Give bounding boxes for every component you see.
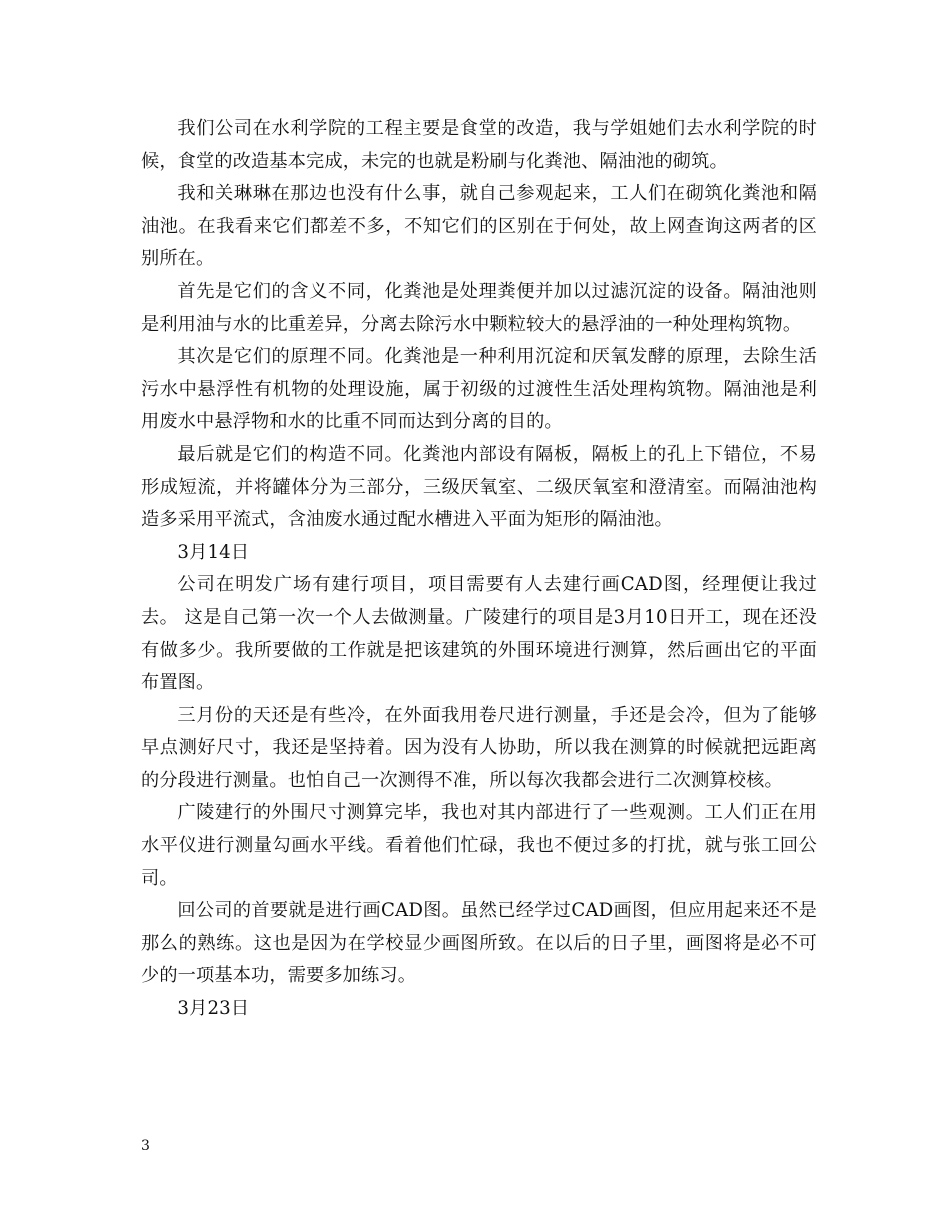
date-heading-march-14: 3月14日 <box>177 541 250 563</box>
date-heading-march-23: 3月23日 <box>177 998 250 1020</box>
paragraph-cafeteria-renovation: 我们公司在水利学院的工程主要是食堂的改造，我与学姐她们去水利学院的时候，食堂的改造基本完成，未完的也就是粉刷与化粪池、隔油池的砌筑。 <box>141 118 817 172</box>
paragraph-cad-drawing: 回公司的首要就是进行画CAD图。虽然已经学过CAD画图，但应用起来还不是那么的熟练。这也是因为在学校显少画图所致。在以后的日子里，画图将是必不可少的一项基本功，需要多加练习。 <box>141 900 817 987</box>
paragraph-septic-oil-tanks: 我和关琳琳在那边也没有什么事，就自己参观起来，工人们在砌筑化粪池和隔油池。在我看来它们都差不多，不知它们的区别在于何处，故上网查询这两者的区别所在。 <box>141 183 817 270</box>
document-body <box>141 113 817 1026</box>
paragraph-meaning-difference: 首先是它们的含义不同，化粪池是处理粪便并加以过滤沉淀的设备。隔油池则是利用油与水的比重差异，分离去除污水中颗粒较大的悬浮油的一种处理构筑物。 <box>141 280 817 335</box>
paragraph-interior-observation: 广陵建行的外围尺寸测算完毕，我也对其内部进行了一些观测。工人们正在用水平仪进行测量勾画水平线。看着他们忙碌，我也不便过多的打扰，就与张工回公司。 <box>141 802 817 889</box>
paragraph-principle-difference: 其次是它们的原理不同。化粪池是一种利用沉淀和厌氧发酵的原理，去除生活污水中悬浮性有机物的处理设施，属于初级的过渡性生活处理构筑物。隔油池是利用废水中悬浮物和水的比重不同而达到分离的目的。 <box>141 346 817 433</box>
paragraph-measuring: 三月份的天还是有些冷，在外面我用卷尺进行测量，手还是会冷，但为了能够早点测好尺寸，我还是坚持着。因为没有人协助，所以我在测算的时候就把远距离的分段进行测量。也怕自己一次测得不准，所以每次我都会进行二次测算校核。 <box>141 704 817 791</box>
page-number: 3 <box>141 1138 150 1154</box>
paragraph-bank-project: 公司在明发广场有建行项目，项目需要有人去建行画CAD图，经理便让我过去。 这是自己第一次一个人去做测量。广陵建行的项目是3月10日开工，现在还没有做多少。我所要做的工作就是把该建筑的外围环境进行测算，然后画出它的平面布置图。 <box>141 574 817 694</box>
paragraph-structure-difference: 最后就是它们的构造不同。化粪池内部设有隔板，隔板上的孔上下错位，不易形成短流，并将罐体分为三部分，三级厌氧室、二级厌氧室和澄清室。而隔油池构造多采用平流式，含油废水通过配水槽进入平面为矩形的隔油池。 <box>141 443 817 531</box>
